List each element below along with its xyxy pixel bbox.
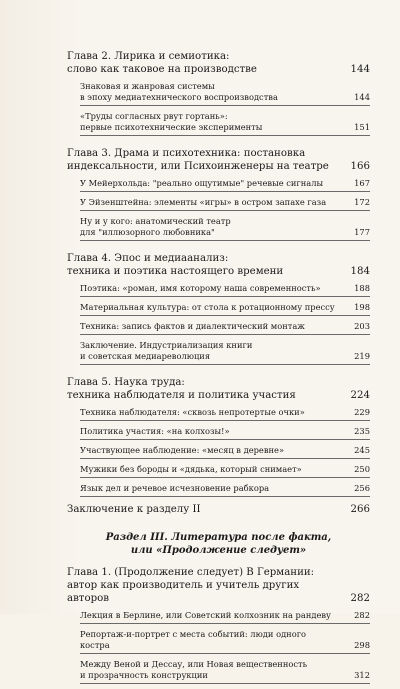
toc-entry: Техника: запись фактов и диалектический монтаж 203 (80, 321, 370, 335)
page-number: 151 (354, 122, 370, 132)
toc-entry: Мужики без бороды и «дядька, который снимает» 250 (80, 464, 370, 478)
page-number: 266 (350, 504, 370, 515)
toc-entry: Заключение. Индустриализация книги и советская медиареволюция 219 (80, 340, 370, 365)
page-number: 198 (354, 302, 370, 312)
page-number: 166 (350, 161, 370, 172)
toc-entry: Язык дел и речевое исчезновение рабкора 256 (80, 483, 370, 497)
toc-chapter-3: Глава 3. Драма и психотехника: постановка индексальности, или Психоинженеры на театре 166 (67, 148, 370, 172)
page-number: 235 (354, 426, 370, 436)
page-number: 144 (350, 64, 370, 75)
toc-entry: Материальная культура: от стола к ротационному прессу 198 (80, 302, 370, 316)
toc-entry: У Эйзенштейна: элементы «игры» в остром запахе газа 172 (80, 197, 370, 211)
toc-entry: У Мейерхольда: "реально ощутимые" речевые сигналы 167 (80, 178, 370, 192)
page-number: 144 (354, 92, 370, 102)
toc-entry: Репортаж-и-портрет с места событий: люди одного костра 298 (80, 629, 370, 654)
page-number: 188 (354, 283, 370, 293)
page-number: 250 (354, 464, 370, 474)
page-number: 245 (354, 445, 370, 455)
page-number: 282 (354, 610, 370, 620)
toc-entry: Техника наблюдателя: «сквозь непротертые очки» 229 (80, 407, 370, 421)
page-number: 229 (354, 407, 370, 417)
page-number: 224 (350, 390, 370, 401)
toc-entry: Между Веной и Дессау, или Новая вещественность и прозрачность конструкции 312 (80, 659, 370, 684)
toc-chapter-2: Глава 2. Лирика и семиотика: слово как таковое на производстве 144 (67, 51, 370, 75)
toc-chapter-5: Глава 5. Наука труда: техника наблюдателя и политика участия 224 (67, 377, 370, 401)
page-number: 312 (354, 670, 370, 680)
page-number: 203 (354, 321, 370, 331)
toc-chapter-4: Глава 4. Эпос и медиаанализ: техника и поэтика настоящего времени 184 (67, 253, 370, 277)
toc-conclusion: Заключение к разделу II 266 (67, 504, 370, 515)
page-number: 177 (354, 227, 370, 237)
toc-entry: Знаковая и жанровая системы в эпоху медиатехнического воспроизводства 144 (80, 81, 370, 106)
toc-entry: Лекция в Берлине, или Советский колхозник на рандеву 282 (80, 610, 370, 624)
page-number: 219 (354, 351, 370, 361)
page-number: 167 (354, 178, 370, 188)
page-number: 282 (350, 593, 370, 604)
page-number: 184 (350, 266, 370, 277)
toc-chapter-1: Глава 1. (Продолжение следует) В Германии: автор как производитель и учитель других авторов 282 (67, 567, 370, 604)
toc-entry: Ну и у кого: анатомический театр для "иллюзорного любовника" 177 (80, 216, 370, 241)
toc-entry: Поэтика: «роман, имя которому наша современность» 188 (80, 283, 370, 297)
page-number: 298 (354, 640, 370, 650)
toc-entry: «Труды согласных рвут гортань»: первые психотехнические эксперименты 151 (80, 111, 370, 136)
toc-entry: Участвующее наблюдение: «месяц в деревне» 245 (80, 445, 370, 459)
table-of-contents (67, 50, 370, 689)
toc-entry: Политика участия: «на колхозы!» 235 (80, 426, 370, 440)
section-heading: Раздел III. Литература после факта, или «Продолжение следует» (105, 532, 332, 556)
page-number: 256 (354, 483, 370, 493)
page-number: 172 (354, 197, 370, 207)
